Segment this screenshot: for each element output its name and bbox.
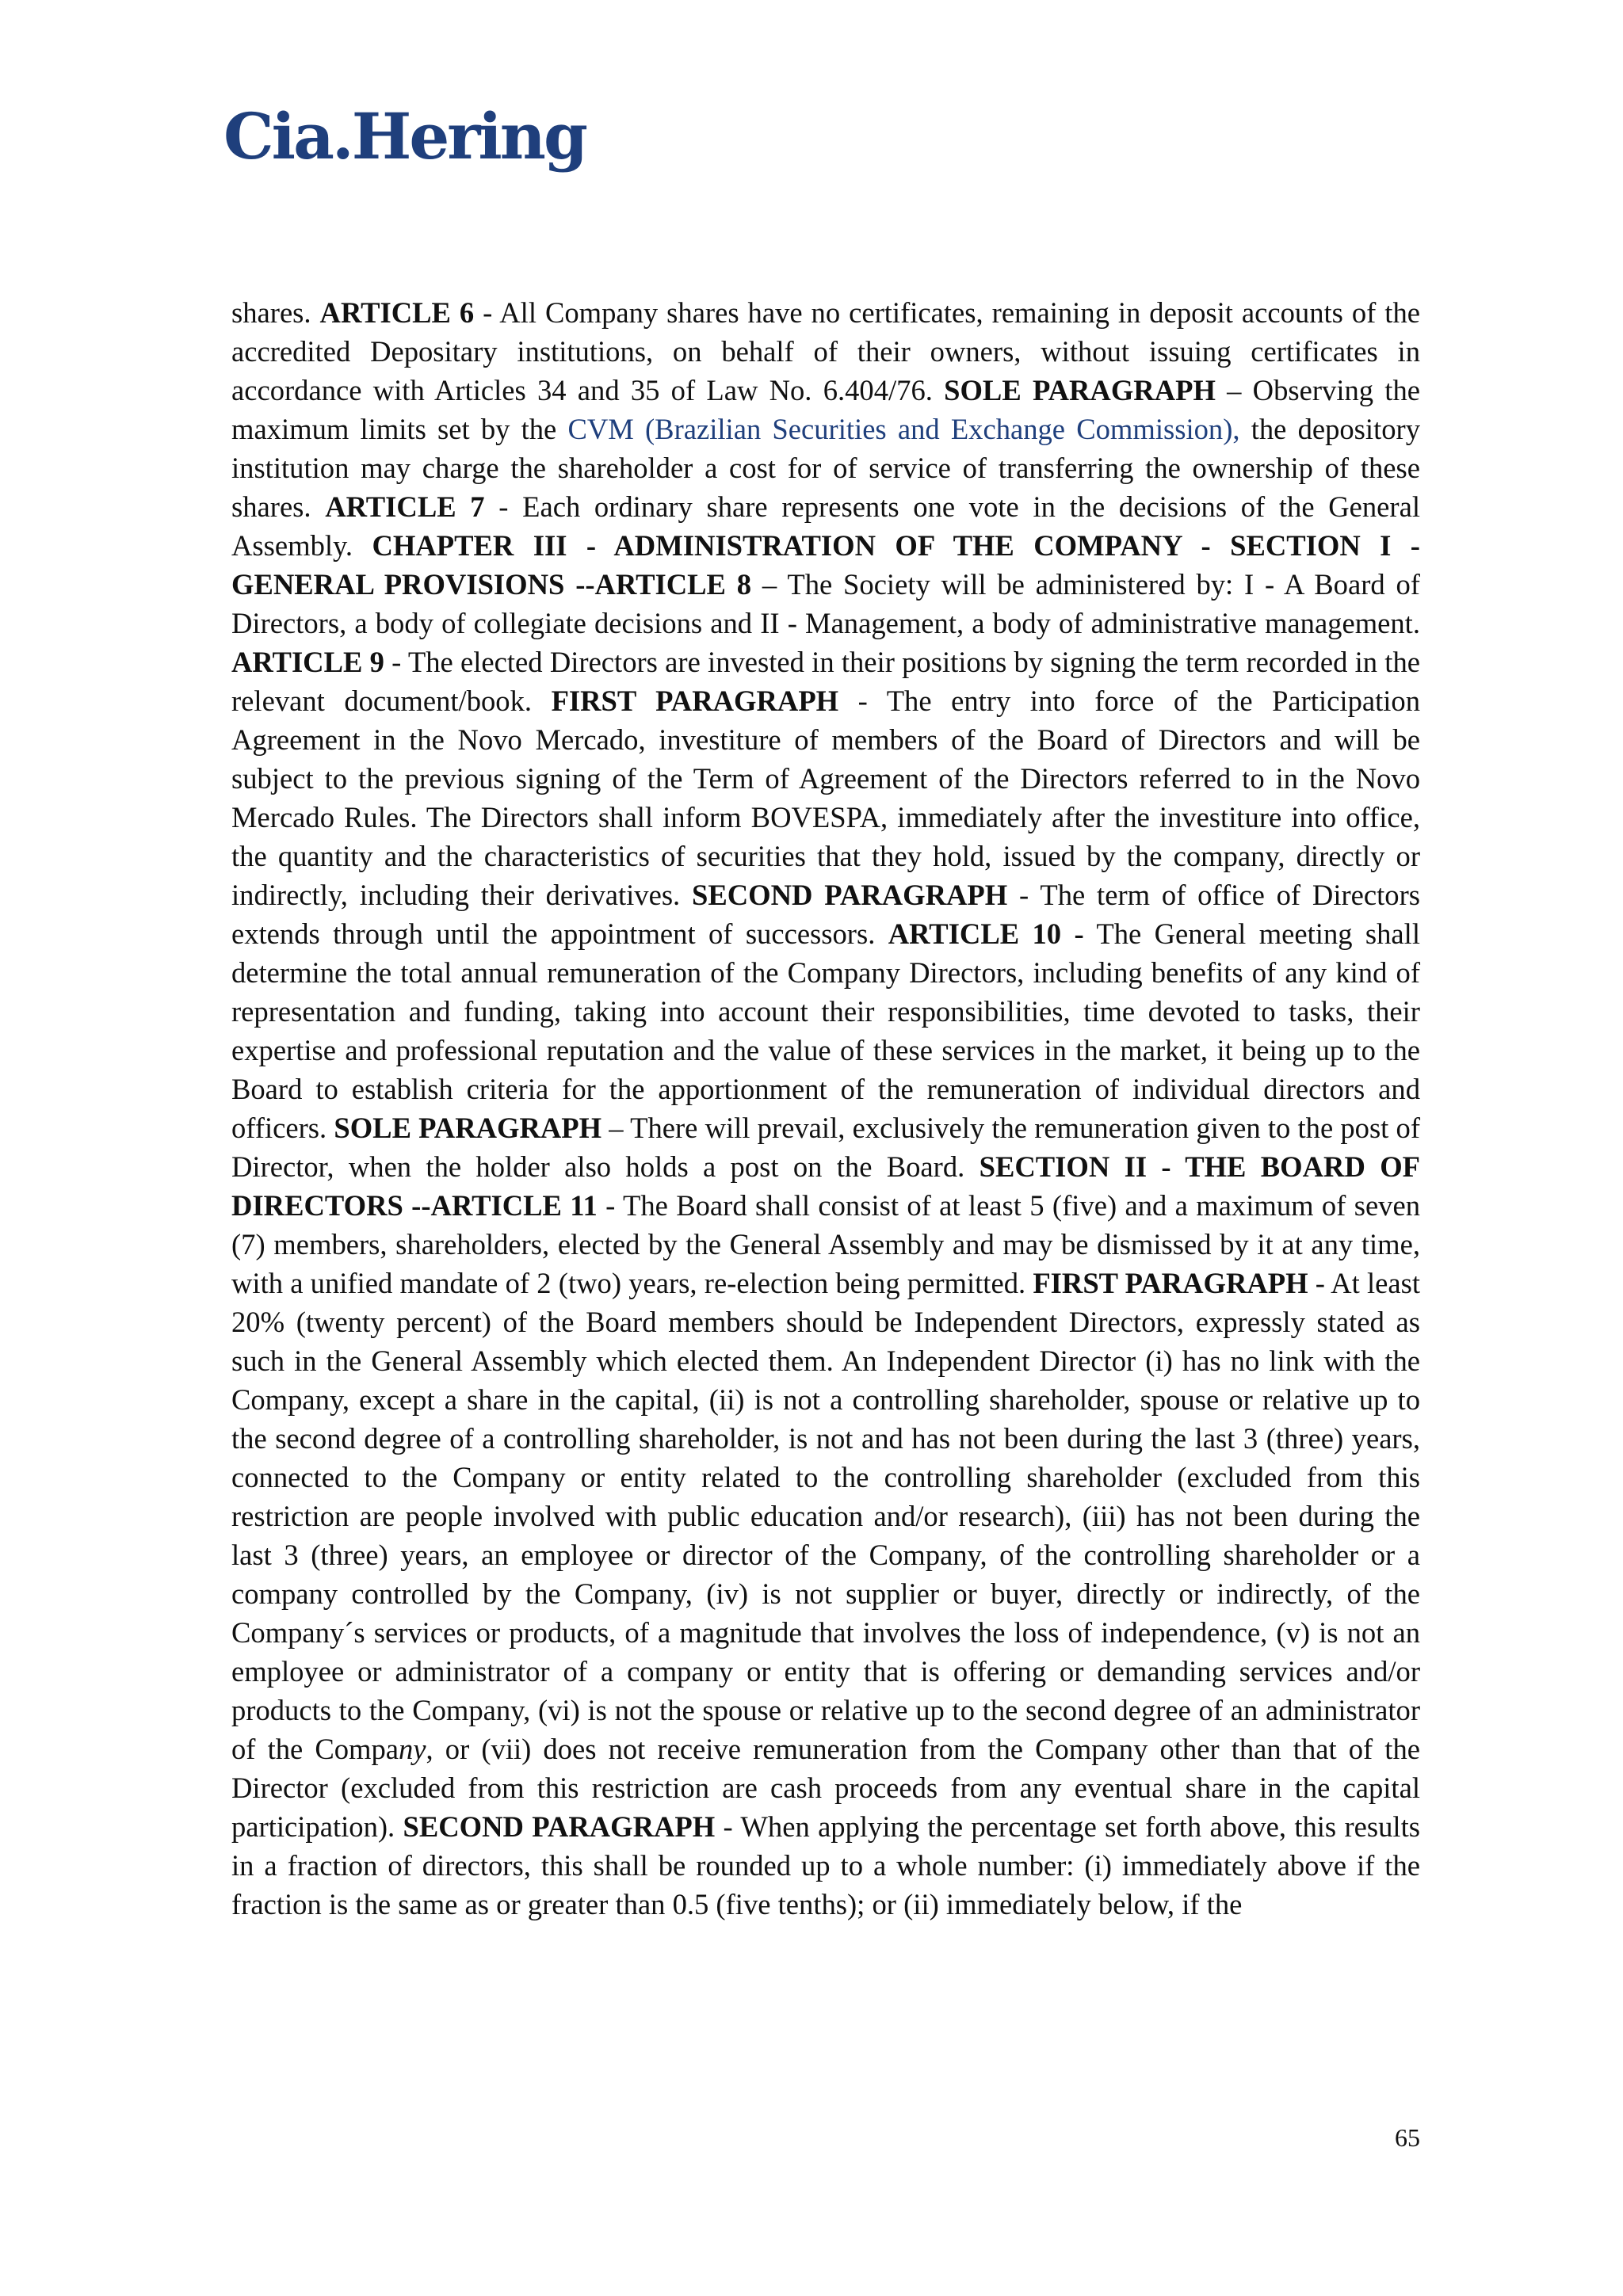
text-segment: – There will prevail, exclusively the remuneration given to the post of Director, when the holder also holds a post on the Board. (231, 1112, 1420, 1183)
heading-second-paragraph: SECOND PARAGRAPH (403, 1810, 716, 1843)
heading-sole-paragraph: SOLE PARAGRAPH (334, 1112, 602, 1144)
text-segment: - At least 20% (twenty percent) of the Board members should be Independent Directors, expressly stated as such in the General Assembly which elected them. An Independent Director (i) has no link with the Company, except a share in the capital, (ii) is not a controlling shareholder, spouse or relative up to the second degree of a controlling shareholder, is not and has not been during the last 3 (three) years, connected to the Company or entity related to the controlling shareholder (excluded from this restriction are people involved with public education and/or research), (iii) has not been during the last 3 (three) years, an employee or director of the Company, of the controlling shareholder or a company controlled by the Company, (iv) is not supplier or buyer, directly or indirectly, of the Company´s services or products, of a magnitude that involves the loss of independence, (v) is not an employee or administrator of a company or entity that is offering or demanding services and/or products to the Company, (vi) is not the spouse or relative up to the second degree of an administrator of the Compa (231, 1267, 1420, 1765)
text-segment: – The Society will be administered by: I - A Board of Directors, a body of collegiate decisions and II - Management, a body of administrative management. (231, 568, 1420, 639)
heading-first-paragraph: FIRST PARAGRAPH (551, 685, 839, 717)
italic-text: ny (399, 1733, 426, 1765)
heading-article-7: ARTICLE 7 (325, 490, 485, 523)
heading-sole-paragraph: SOLE PARAGRAPH (944, 374, 1216, 406)
text-segment: - The entry into force of the Participation Agreement in the Novo Mercado, investiture of members of the Board of Directors and will be subject to the previous signing of the Term of Agreement of the Directors referred to in the Novo Mercado Rules. The Directors shall inform BOVESPA, immediately after the investiture into office, the quantity and the characteristics of securities that they hold, issued by the company, directly or indirectly, including their derivatives. (231, 685, 1420, 911)
text-segment: - The Board shall consist of at least 5 (five) and a maximum of seven (7) members, shareholders, elected by the General Assembly and may be dismissed by it at any time, with a unified mandate of 2 (two) years, re-election being permitted. (231, 1189, 1420, 1299)
heading-first-paragraph: FIRST PARAGRAPH (1033, 1267, 1308, 1299)
text-segment: - All Company shares have no certificates, remaining in deposit accounts of the accredited Depositary institutions, on behalf of their owners, without issuing certificates in accordance with Articles 34 and 35 of Law No. 6.404/76. (231, 296, 1420, 406)
text-segment: - The elected Directors are invested in their positions by signing the term recorded in the relevant document/book. (231, 646, 1420, 717)
text-segment: the depository institution may charge the shareholder a cost for of service of transferring the ownership of these shares. (231, 413, 1420, 523)
text-segment: shares. (231, 296, 320, 329)
page-number: 65 (1395, 2123, 1420, 2152)
heading-second-paragraph: SECOND PARAGRAPH (692, 879, 1008, 911)
text-segment: – Observing the maximum limits set by the (231, 374, 1420, 445)
heading-chapter-3: CHAPTER III - ADMINISTRATION OF THE COMPANY - SECTION I - GENERAL PROVISIONS --ARTICLE 8 (231, 529, 1420, 601)
heading-article-9: ARTICLE 9 (231, 646, 384, 678)
text-segment: - The term of office of Directors extends through until the appointment of successors. (231, 879, 1420, 950)
heading-article-10: ARTICLE 10 - (888, 917, 1084, 950)
text-segment: - Each ordinary share represents one vote in the decisions of the General Assembly. (231, 490, 1420, 562)
text-segment: - When applying the percentage set forth above, this results in a fraction of directors, this shall be rounded up to a whole number: (i) immediately above if the fraction is the same as or greater than 0.5 (five tenths); or (ii) immediately below, if the (231, 1810, 1420, 1920)
company-logo: Cia.Hering (223, 99, 586, 174)
heading-section-2: SECTION II - THE BOARD OF DIRECTORS --ARTICLE 11 (231, 1150, 1420, 1222)
text-segment: The General meeting shall determine the total annual remuneration of the Company Directors, including benefits of any kind of representation and funding, taking into account their responsibilities, time devoted to tasks, their expertise and professional reputation and the value of these services in the market, it being up to the Board to establish criteria for the apportionment of the remuneration of individual directors and officers. (231, 917, 1420, 1144)
document-body-text (231, 293, 1420, 1924)
heading-article-6: ARTICLE 6 (319, 296, 475, 329)
text-segment: , or (vii) does not receive remuneration from the Company other than that of the Director (excluded from this restriction are cash proceeds from any eventual share in the capital participation). (231, 1733, 1420, 1843)
cvm-link[interactable]: CVM (Brazilian Securities and Exchange Commission), (567, 413, 1240, 445)
